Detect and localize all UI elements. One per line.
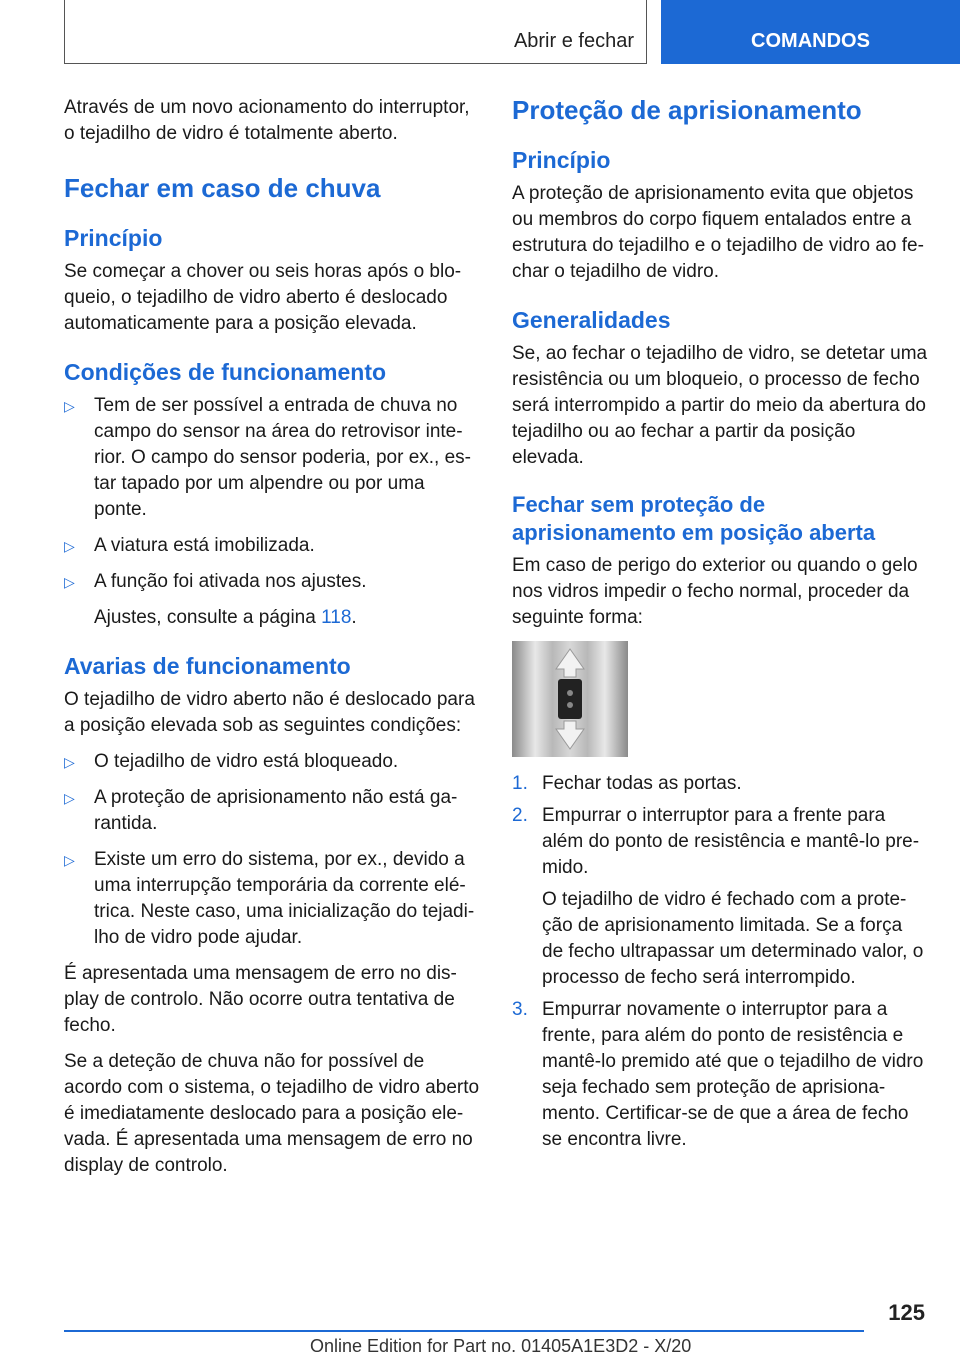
list-item: ▷ Tem de ser possível a entrada de chuva no campo do sensor na área do retrovisor inte- rior. O campo do sensor poderia, por ex., es- tar tapado por um alpendre ou por uma ponte. xyxy=(64,395,472,520)
failures-paragraph: O tejadilho de vidro aberto não é deslocado para a posição elevada sob as seguintes condições: xyxy=(64,689,475,736)
list-item: ▷ A função foi ativada nos ajustes. xyxy=(64,569,480,595)
section-heading-rain: Fechar em caso de chuva xyxy=(64,173,381,203)
intro-paragraph: Através de um novo acionamento do interruptor, o tejadilho de vidro é totalmente aberto. xyxy=(64,97,470,144)
switch-illustration-icon xyxy=(512,641,628,757)
failures-heading: Avarias de funcionamento xyxy=(64,653,351,679)
conditions-list xyxy=(64,393,480,595)
list-item: 3. Empurrar novamente o interruptor para a frente, para além do ponto de resistência e mantê-lo premido até que o tejadilho de vidro seja fechado sem proteção de aprisiona- mento. Certificar-se de que a área de fecho se encontra livre. xyxy=(512,999,924,1150)
close-without-protection-heading: Fechar sem proteção de aprisionamento em posição aberta xyxy=(512,492,876,545)
right-column xyxy=(512,95,928,1159)
header-chapter-tab xyxy=(661,0,960,64)
steps-list xyxy=(512,771,928,1153)
error-message-paragraph: É apresentada uma mensagem de erro no dis- play de controlo. Não ocorre outra tentativa de fecho. xyxy=(64,963,457,1036)
principle-heading: Princípio xyxy=(512,147,611,173)
triangle-bullet-icon: ▷ xyxy=(64,574,75,590)
section-heading-protection: Proteção de aprisionamento xyxy=(512,95,862,125)
footer-edition: Online Edition for Part no. 01405A1E3D2 - X/20 xyxy=(310,1336,692,1356)
left-column xyxy=(64,95,480,1189)
principle-heading: Princípio xyxy=(64,225,163,251)
triangle-bullet-icon: ▷ xyxy=(64,852,75,868)
principle-paragraph: A proteção de aprisionamento evita que objetos ou membros do corpo fiquem entalados entre a estrutura do tejadilho e o tejadilho de vidro ao fe- char o tejadilho de vidro. xyxy=(512,183,924,282)
settings-reference: Ajustes, consulte a página 118. xyxy=(94,607,357,628)
close-paragraph: Em caso de perigo do exterior ou quando o gelo nos vidros impedir o fecho normal, proceder da seguinte forma: xyxy=(512,555,918,628)
general-paragraph: Se, ao fechar o tejadilho de vidro, se detetar uma resistência ou um bloqueio, o processo de fecho será interrompido a partir do meio da abertura do tejadilho ou ao fechar a partir da posição elevada. xyxy=(512,343,928,468)
list-item: 1. Fechar todas as portas. xyxy=(512,773,742,794)
list-item: ▷ A viatura está imobilizada. xyxy=(64,533,480,559)
general-heading: Generalidades xyxy=(512,307,671,333)
header-section-title: Abrir e fechar xyxy=(513,30,634,52)
page-number: 125 xyxy=(888,1300,925,1325)
list-item: 2. Empurrar o interruptor para a frente para além do ponto de resistência e mantê-lo pre- mido. O tejadilho de vidro é fechado com a prote- ção de aprisionamento limitada. Se a força de fecho ultrapassar um determinado valor, o processo de fecho será interrompido. xyxy=(512,803,928,991)
triangle-bullet-icon: ▷ xyxy=(64,790,75,806)
header-frame xyxy=(64,0,647,64)
footer-divider xyxy=(64,1330,864,1332)
conditions-heading: Condições de funcionamento xyxy=(64,359,387,385)
step-note: O tejadilho de vidro é fechado com a prote- ção de aprisionamento limitada. Se a força de fecho ultrapassar um determinado valor, o processo de fecho será interrompido. xyxy=(542,889,924,988)
roof-switch-image xyxy=(512,641,628,757)
triangle-bullet-icon: ▷ xyxy=(64,538,75,554)
list-item: ▷ A proteção de aprisionamento não está ga- rantida. xyxy=(64,787,458,834)
principle-paragraph: Se começar a chover ou seis horas após o blo- queio, o tejadilho de vidro aberto é deslocado automaticamente para a posição elevada. xyxy=(64,261,462,334)
triangle-bullet-icon: ▷ xyxy=(64,398,75,414)
list-item: ▷ O tejadilho de vidro está bloqueado. xyxy=(64,749,480,775)
failures-list xyxy=(64,749,480,951)
list-item: ▷ Existe um erro do sistema, por ex., devido a uma interrupção temporária da corrente elé- trica. Neste caso, uma inicialização do tejadi- lho de vidro pode ajudar. xyxy=(64,849,475,948)
triangle-bullet-icon: ▷ xyxy=(64,754,75,770)
page-link[interactable]: 118 xyxy=(321,607,352,628)
detection-paragraph: Se a deteção de chuva não for possível de acordo com o sistema, o tejadilho de vidro aberto é imediatamente deslocado para a posição ele- vada. É apresentada uma mensagem de erro no display de controlo. xyxy=(64,1051,480,1176)
header-chapter-label: COMANDOS xyxy=(751,30,870,52)
